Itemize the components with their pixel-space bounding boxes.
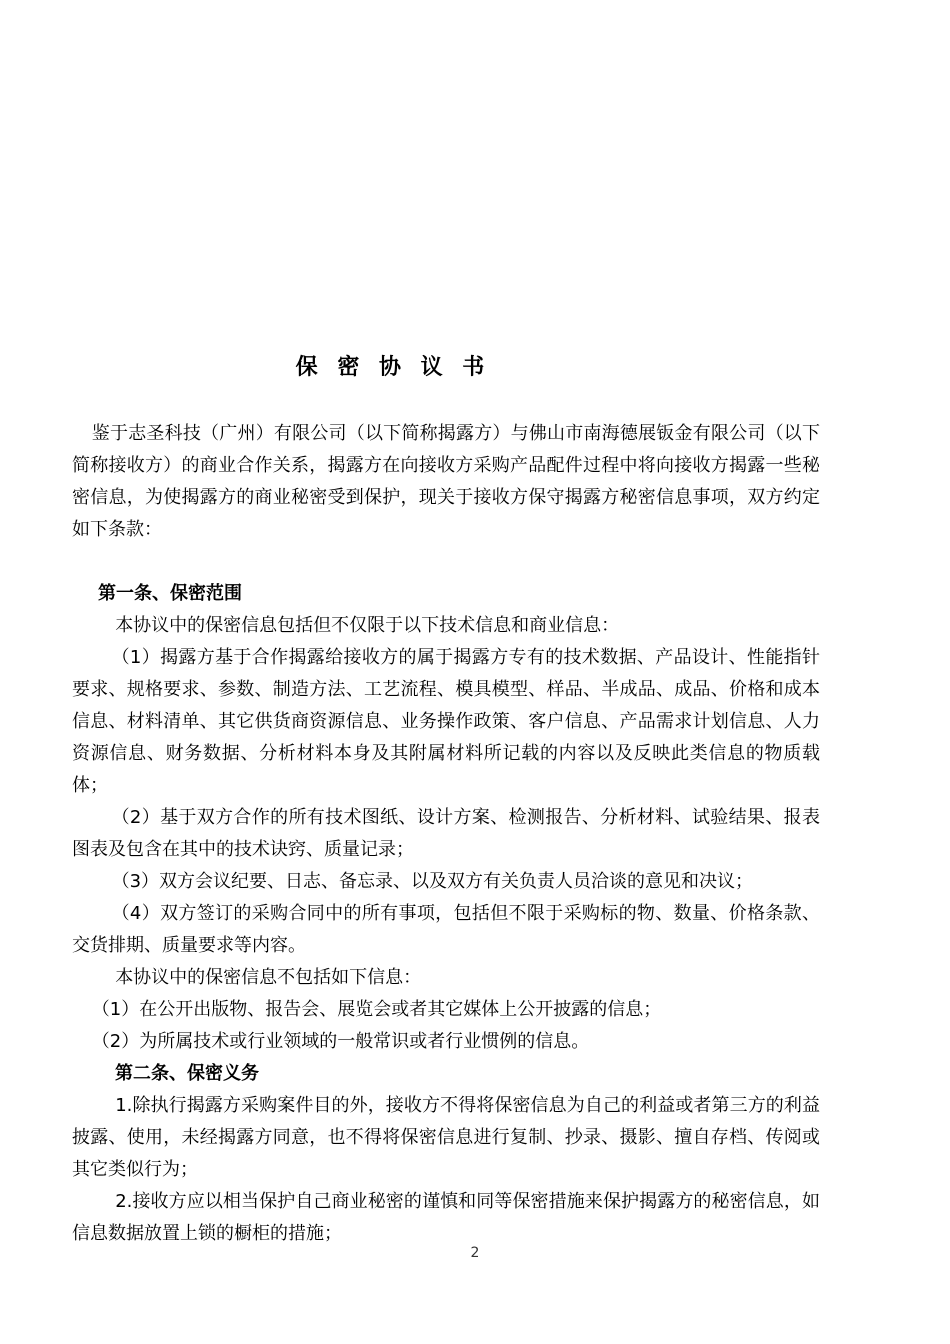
article2-heading: 第二条、保密义务 (115, 1063, 259, 1084)
article1-exclusion-1: （1）在公开出版物、报告会、展览会或者其它媒体上公开披露的信息； (91, 999, 662, 1020)
intro-paragraph: 鉴于志圣科技（广州）有限公司（以下简称揭露方）与佛山市南海德展钣金有限公司（以下简称接收方）的商业合作关系，揭露方在向接收方采购产品配件过程中将向接收方揭露一些秘密信息，为使揭露方的商业秘密受到保护，现关于接收方保守揭露方秘密信息事项，双方约定如下条款： (72, 423, 820, 540)
article1-item-1: （1）揭露方基于合作揭露给接收方的属于揭露方专有的技术数据、产品设计、性能指针要求、规格要求、参数、制造方法、工艺流程、模具模型、样品、半成品、成品、价格和成本信息、材料清单、其它供货商资源信息、业务操作政策、客户信息、产品需求计划信息、人力资源信息、财务数据、分析材料本身及其附属材料所记载的内容以及反映此类信息的物质载体； (72, 647, 820, 796)
article1-exclusion-2: （2）为所属技术或行业领域的一般常识或者行业惯例的信息。 (91, 1031, 590, 1052)
article1-paragraph: 本协议中的保密信息包括但不仅限于以下技术信息和商业信息： (115, 615, 620, 636)
page-number: 2 (470, 1245, 480, 1261)
article1-heading: 第一条、保密范围 (98, 583, 242, 604)
article1-exclusion-intro: 本协议中的保密信息不包括如下信息： (115, 967, 422, 988)
article2-item-2: 2.接收方应以相当保护自己商业秘密的谨慎和同等保密措施来保护揭露方的秘密信息，如信息数据放置上锁的橱柜的措施； (72, 1191, 820, 1244)
article1-item-3: （3）双方会议纪要、日志、备忘录、以及双方有关负责人员洽谈的意见和决议； (111, 871, 754, 892)
article2-item-1: 1.除执行揭露方采购案件目的外，接收方不得将保密信息为自己的利益或者第三方的利益披露、使用，未经揭露方同意，也不得将保密信息进行复制、抄录、摄影、擅自存档、传阅或其它类似行为； (72, 1095, 820, 1180)
document-title: 保 密 协 议 书 (295, 355, 491, 380)
article1-item-4: （4）双方签订的采购合同中的所有事项，包括但不限于采购标的物、数量、价格条款、交货排期、质量要求等内容。 (72, 903, 820, 956)
document-body (72, 418, 820, 1250)
article1-item-2: （2）基于双方合作的所有技术图纸、设计方案、检测报告、分析材料、试验结果、报表图表及包含在其中的技术诀窍、质量记录； (72, 807, 820, 860)
